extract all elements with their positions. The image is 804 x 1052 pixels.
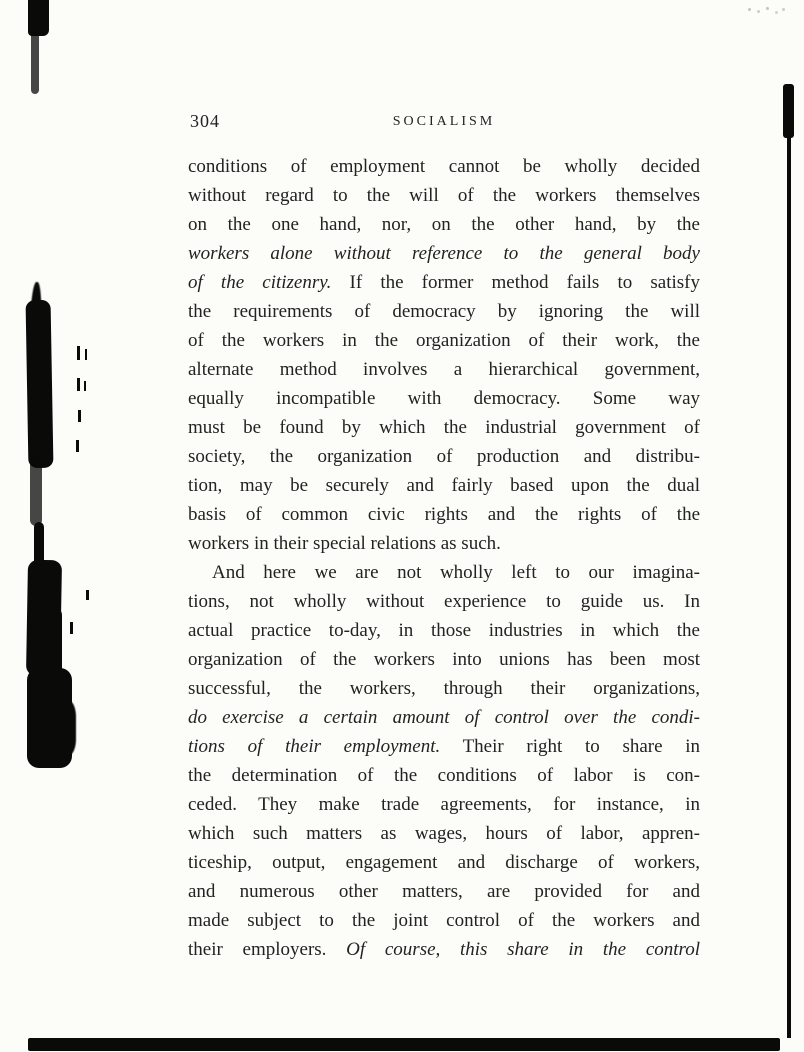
text-segment: made subject to the joint control of the workers and [188,910,700,931]
text-line [188,703,700,732]
text-line [188,645,700,674]
text-line [188,761,700,790]
margin-ink-tick [76,440,79,452]
text-line [188,181,700,210]
text-line [188,790,700,819]
text-segment: tions, not wholly without experience to guide us. In [188,591,700,612]
text-line [188,935,700,964]
margin-ink-tick [84,381,86,391]
text-segment: actual practice to-day, in those industries in which the [188,620,700,641]
margin-ink-tick [77,346,80,360]
text-segment: conditions of employment cannot be wholly decided [188,156,700,177]
text-line [188,674,700,703]
text-line [188,616,700,645]
text-segment: basis of common civic rights and the rights of the [188,504,700,525]
text-segment: without regard to the will of the workers themselves [188,185,700,206]
page-header [188,111,700,137]
text-segment: ticeship, output, engagement and discharge of workers, [188,852,700,873]
text-segment: on the one hand, nor, on the other hand, by the [188,214,700,235]
text-line [188,819,700,848]
text-line [188,732,700,761]
text-line [188,268,700,297]
text-segment: of the workers in the organization of their work, the [188,330,700,351]
text-segment: workers in their special relations as such. [188,533,501,554]
text-line [188,297,700,326]
pencil-speckles [748,8,751,11]
text-segment: the determination of the conditions of labor is con- [188,765,700,786]
text-segment: And here we are not wholly left to our imagina- [212,562,700,583]
text-line [188,471,700,500]
margin-ink-tick [78,410,81,422]
text-segment: alternate method involves a hierarchical government, [188,359,700,380]
text-line [188,413,700,442]
text-line [188,529,700,558]
left-edge-smudge [60,700,76,756]
text-line [188,442,700,471]
corner-smudge [28,0,49,36]
italic-text: workers alone without reference to the general body [188,243,700,264]
text-segment: organization of the workers into unions has been most [188,649,700,670]
italic-text: tions of their employment. [188,736,441,757]
left-edge-smudge [26,300,54,468]
text-line [188,210,700,239]
text-body [188,152,700,964]
italic-text: of the citizenry. [188,272,332,293]
text-segment: and numerous other matters, are provided for and [188,881,700,902]
paragraph [188,558,700,964]
text-line [188,877,700,906]
text-segment: tion, may be securely and fairly based upon the dual [188,475,700,496]
text-segment: equally incompatible with democracy. Some way [188,388,700,409]
running-title: SOCIALISM [392,114,496,129]
text-line [188,152,700,181]
text-segment: ceded. They make trade agreements, for instance, in [188,794,700,815]
text-line [188,558,700,587]
italic-text: Of course, this share in the control [326,939,700,960]
text-segment: society, the organization of production and distribu- [188,446,700,467]
italic-text: do exercise a certain amount of control over the condi- [188,707,700,728]
text-line [188,500,700,529]
text-segment: Their right to share in [440,736,700,757]
margin-ink-tick [77,378,80,391]
text-segment: successful, the workers, through their organizations, [188,678,700,699]
text-line [188,239,700,268]
text-segment: If the former method fails to satisfy [331,272,700,293]
margin-ink-tick [70,622,73,634]
text-line [188,906,700,935]
text-segment: the requirements of democracy by ignoring the will [188,301,700,322]
margin-ink-tick [85,349,87,360]
text-line [188,326,700,355]
paragraph [188,152,700,558]
bottom-scan-bar [28,1038,780,1051]
text-segment: must be found by which the industrial government of [188,417,700,438]
text-segment: which such matters as wages, hours of labor, appren- [188,823,700,844]
text-line [188,384,700,413]
right-edge-line [787,100,791,1038]
text-line [188,848,700,877]
page-number: 304 [190,111,220,131]
margin-ink-tick [86,590,89,600]
corner-smudge-tail [31,32,39,94]
left-edge-smudge [30,456,42,526]
text-segment: their employers. [188,939,327,960]
text-line [188,587,700,616]
text-line [188,355,700,384]
